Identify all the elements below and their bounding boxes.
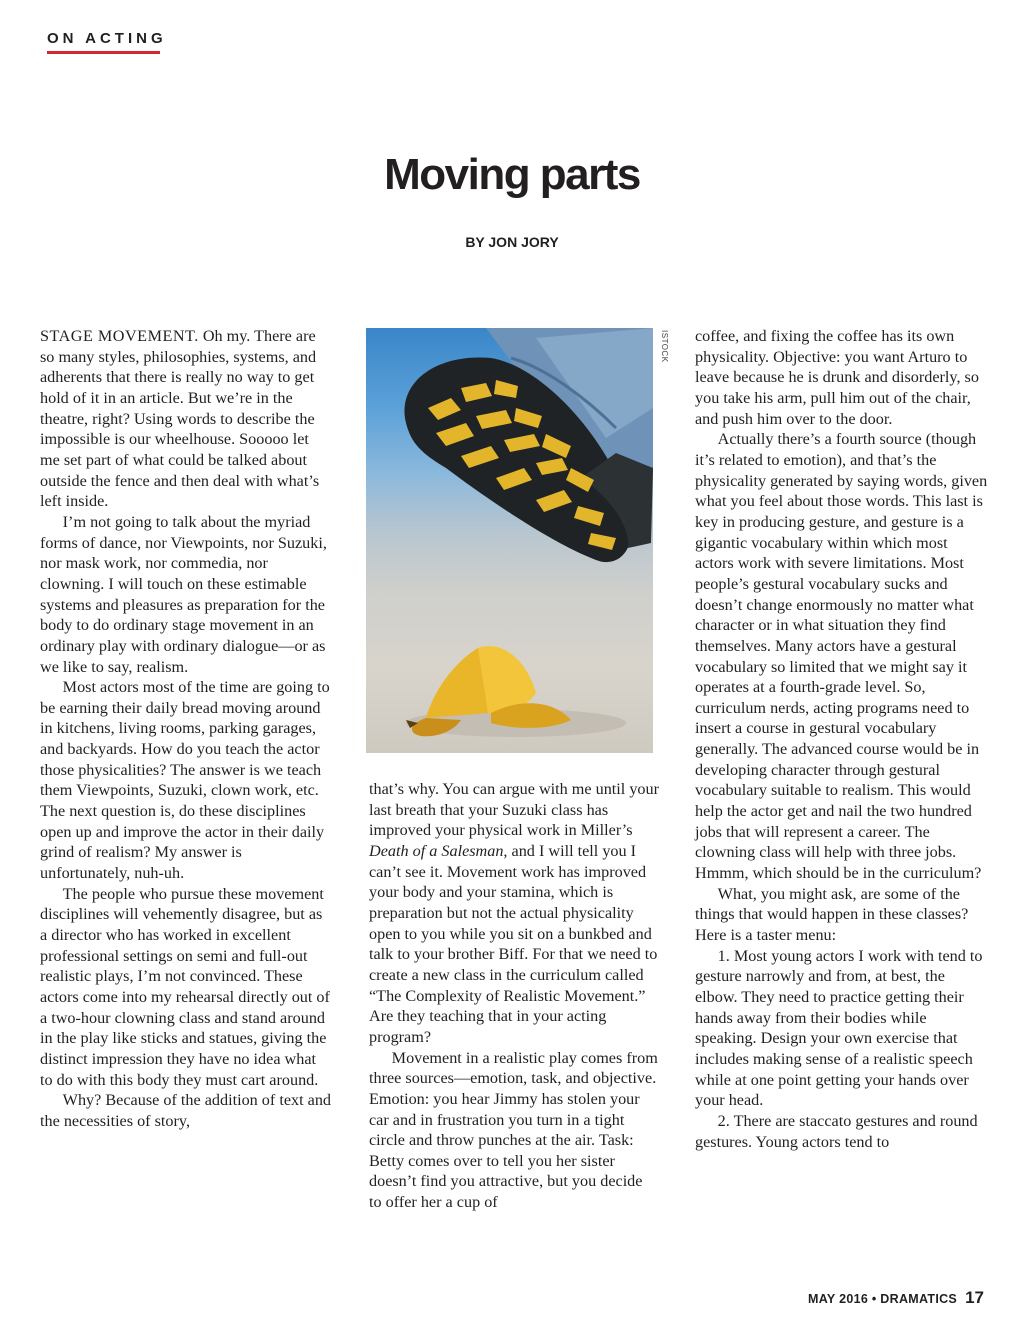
paragraph: What, you might ask, are some of the things that would happen in these classes? Here is a taster menu: — [695, 884, 969, 945]
paragraph-text: and I will tell you I can’t see it. Movement work has improved your body and your stamina, which is preparation but not the actual physicality open to you while you sit on a bunkbed and talk to your brother Biff. For that we need to create a new class in the curriculum called “The Complexity of Realistic Movement.” Are they teaching that in your acting program? — [369, 841, 658, 1046]
paragraph — [40, 326, 332, 512]
section-rule — [47, 51, 160, 54]
paragraph-text: that’s why. You can argue with me until your last breath that your Suzuki class has improved your physical work in Miller’s — [369, 780, 659, 840]
column-1 — [40, 326, 332, 1132]
paragraph: 2. There are staccato gestures and round gestures. Young actors tend to — [695, 1111, 978, 1151]
lead-in: STAGE MOVEMENT. — [40, 327, 199, 345]
article-photo — [366, 328, 653, 753]
column-2 — [369, 779, 659, 1213]
byline: BY JON JORY — [465, 234, 559, 250]
paragraph: Movement in a realistic play comes from three sources—emotion, task, and objective. Emotion: you hear Jimmy has stolen your car and in frustration you turn in a tight circle and throw punches at the air. Task: Betty comes over to tell you her sister doesn’t find you attractive, but you decide to offer her a cup of — [369, 1048, 658, 1212]
photo-credit: ISTOCK — [660, 330, 669, 363]
paragraph: The people who pursue these movement disciplines will vehemently disagree, but as a director who has worked in excellent professional settings on semi and full-out realistic plays, I’m not convinced. These actors come into my rehearsal directly out of a two-hour clowning class and stand around in the play like sticks and statues, giving the distinct impression they have no idea what to do with this body they must cart around. — [40, 884, 330, 1089]
paragraph: I’m not going to talk about the myriad forms of dance, nor Viewpoints, nor Suzuki, nor mask work, nor commedia, nor clowning. I will touch on these estimable systems and pleasures as preparation for the body to do ordinary stage movement in an ordinary play with ordinary dialogue—or as we like to say, realism. — [40, 512, 327, 676]
sneaker-banana-illustration — [366, 328, 653, 753]
play-title: Death of a Salesman, — [369, 841, 508, 860]
paragraph: coffee, and fixing the coffee has its own physicality. Objective: you want Arturo to leave because he is drunk and disorderly, so you take his arm, pull him out of the chair, and push him over to the door. — [695, 327, 979, 428]
page-number: 17 — [965, 1288, 984, 1307]
paragraph: 1. Most young actors I work with tend to gesture narrowly and from, at best, the elbow. They need to practice getting their hands away from their bodies while speaking. Design your own exercise that includes making sense of a realistic speech while at one point getting your hands over your head. — [695, 946, 983, 1110]
issue-label: MAY 2016 • DRAMATICS — [808, 1292, 958, 1306]
article-title: Moving parts — [384, 150, 640, 199]
paragraph — [369, 779, 659, 1048]
paragraph: Why? Because of the addition of text and the necessities of story, — [40, 1091, 332, 1130]
page-footer — [808, 1288, 984, 1308]
section-label: ON ACTING — [47, 30, 167, 47]
paragraph-text: Oh my. There are so many styles, philosophies, systems, and adherents that there is really no way to get hold of it in an article. But we’re in the theatre, right? Using words to describe the impossible is our wheelhouse. Sooooo let me set part of what could be talked about outside the fence and then deal with what’s left inside. — [40, 327, 320, 511]
paragraph: Actually there’s a fourth source (though it’s related to emotion), and that’s the physicality generated by saying words, given what you feel about those words. This last is key in producing gesture, and gesture is a gigantic vocabulary within which most actors work with severe limitations. Most people’s gestural vocabulary sucks and doesn’t change enormously no matter what character or in what situation they find themselves. Many actors have a gestural vocabulary so limited that we might say it operates at a fourth-grade level. So, curriculum nerds, acting programs need to insert a course in gestural vocabulary generally. The advanced course would be in developing character through gestural vocabulary suitable to realism. This would help the actor get and nail the two hundred jobs that will represent a career. The clowning class will help with three jobs. Hmmm, which should be in the curriculum? — [695, 430, 988, 883]
column-3 — [695, 326, 990, 1152]
paragraph: Most actors most of the time are going to be earning their daily bread moving around in kitchens, living rooms, parking garages, and backyards. How do you teach the actor those physicalities? The answer is we teach them Viewpoints, Suzuki, clown work, etc. The next question is, do these disciplines open up and improve the actor in their daily grind of realism? My answer is unfortunately, nuh-uh. — [40, 678, 330, 883]
